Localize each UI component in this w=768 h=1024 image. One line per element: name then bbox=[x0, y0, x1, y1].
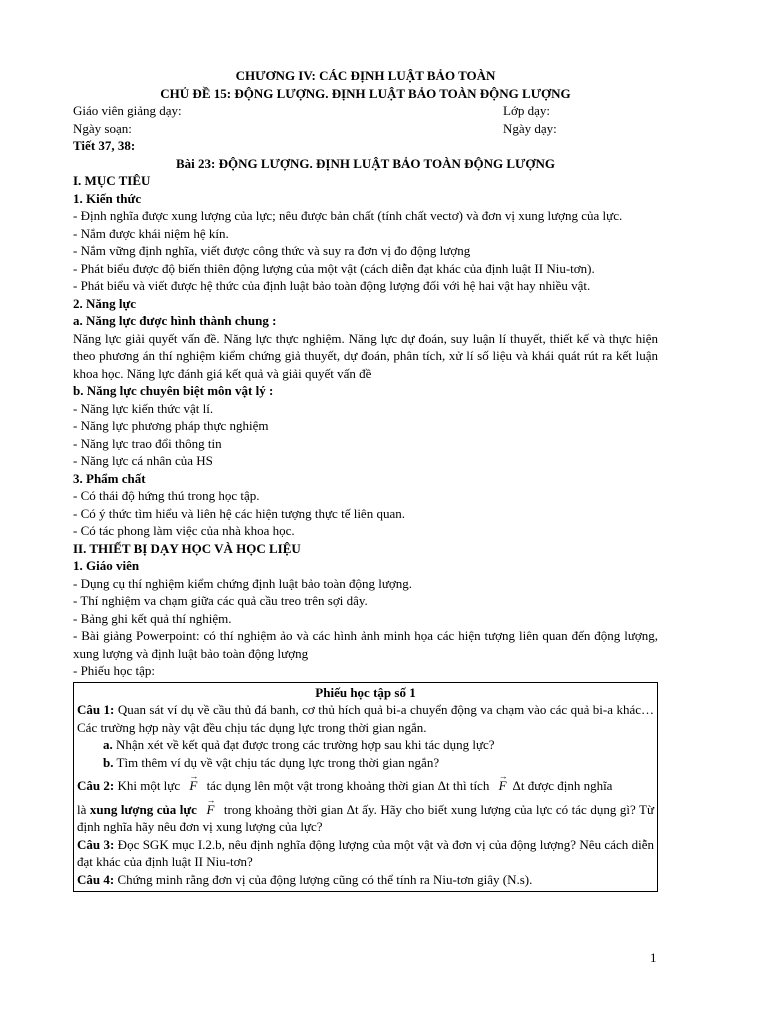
question-label: Câu 2: bbox=[77, 778, 115, 793]
question-2-line-2 bbox=[77, 801, 654, 836]
question-1b bbox=[77, 754, 654, 772]
equipment-item: - Bài giảng Powerpoint: có thí nghiệm ảo và các hình ảnh minh họa các hiện tượng liên quan đến động lượng, xung lượng và định luật bảo toàn động lượng bbox=[73, 628, 658, 661]
section-equipment-heading: II. THIẾT BỊ DẠY HỌC VÀ HỌC LIỆU bbox=[73, 540, 301, 556]
quality-item: - Có ý thức tìm hiểu và liên hệ các hiện tượng thực tế liên quan. bbox=[73, 505, 405, 521]
equipment-item: - Dụng cụ thí nghiệm kiểm chứng định luật bảo toàn động lượng. bbox=[73, 575, 413, 591]
sub-label: a. bbox=[103, 737, 113, 752]
teacher-label: Giáo viên giảng dạy: bbox=[73, 103, 182, 118]
force-vector-symbol: → F bbox=[183, 777, 203, 795]
force-vector-symbol: → F bbox=[200, 801, 220, 819]
question-text: Đọc SGK mục I.2.b, nêu định nghĩa động lượng của một vật và đơn vị của động lượng? Nêu cách diễn đạt khác của định luật II Niu-tơn? bbox=[77, 836, 654, 869]
worksheet-title: Phiếu học tập số 1 bbox=[315, 684, 416, 700]
knowledge-item: - Phát biểu được độ biến thiên động lượng của một vật (cách diễn đạt khác của định luật II Niu-tơn). bbox=[73, 260, 595, 276]
lesson-title: Bài 23: ĐỘNG LƯỢNG. ĐỊNH LUẬT BẢO TOÀN ĐỘNG LƯỢNG bbox=[176, 155, 555, 171]
special-ability-item: - Năng lực phương pháp thực nghiệm bbox=[73, 418, 269, 433]
teach-date-label: Ngày dạy: bbox=[503, 120, 557, 136]
date-row bbox=[73, 120, 658, 138]
question-1a bbox=[77, 736, 654, 754]
page-number: 1 bbox=[650, 950, 657, 965]
question-text: Quan sát ví dụ về cầu thủ đá banh, cơ thủ hích quả bi-a chuyển động va chạm vào các quả bi-a khác…Các trường hợp này vật đều chịu tác dụng lực trong thời gian ngắn. bbox=[77, 702, 654, 735]
question-label: Câu 1: bbox=[77, 702, 115, 717]
section-objectives-heading: I. MỤC TIÊU bbox=[73, 173, 151, 188]
topic-title: CHỦ ĐỀ 15: ĐỘNG LƯỢNG. ĐỊNH LUẬT BẢO TOÀN ĐỘNG LƯỢNG bbox=[160, 85, 571, 101]
question-text: trong khoảng thời gian Δt ấy. Hãy cho biết xung lượng của lực có tác dụng gì? Từ định nghĩa hãy nêu đơn vị xung lượng của lực? bbox=[77, 801, 654, 834]
sub-text: Tìm thêm ví dụ về vật chịu tác dụng lực trong thời gian ngắn? bbox=[113, 754, 440, 770]
equipment-item: - Phiếu học tập: bbox=[73, 663, 155, 678]
sub-text: Nhận xét về kết quả đạt được trong các trường hợp sau khi tác dụng lực? bbox=[112, 737, 495, 752]
special-ability-item: - Năng lực kiến thức vật lí. bbox=[73, 400, 214, 416]
question-text: là bbox=[77, 801, 90, 817]
class-label: Lớp dạy: bbox=[503, 103, 550, 118]
question-text: Δt được định nghĩa bbox=[512, 778, 613, 793]
general-ability-text: Năng lực giải quyết vấn đề. Năng lực thực nghiệm. Năng lực dự đoán, suy luận lí thuyết, thiết kế và thực hiện theo phương án thí nghiệm kiểm chứng giả thuyết, dự đoán, phân tích, xử lí số liệu và khái quát rút ra kết luận khoa học. Năng lực đánh giá kết quả và giải quyết vấn đề bbox=[73, 330, 658, 381]
question-text: Chứng minh rằng đơn vị của động lượng cũng có thể tính ra Niu-tơn giây (N.s). bbox=[114, 871, 533, 887]
question-text: tác dụng lên một vật trong khoảng thời gian Δt thì tích bbox=[203, 778, 493, 793]
question-2-line-1 bbox=[77, 777, 654, 795]
worksheet-box bbox=[73, 682, 658, 893]
general-ability-heading: a. Năng lực được hình thành chung : bbox=[73, 313, 277, 328]
sub-label: b. bbox=[103, 754, 114, 770]
quality-item: - Có thái độ hứng thú trong học tập. bbox=[73, 488, 260, 503]
chapter-title: CHƯƠNG IV: CÁC ĐỊNH LUẬT BẢO TOÀN bbox=[235, 68, 496, 83]
question-label: Câu 3: bbox=[77, 836, 115, 852]
quality-heading: 3. Phẩm chất bbox=[73, 470, 146, 486]
equipment-item: - Thí nghiệm va chạm giữa các quả cầu treo trên sợi dây. bbox=[73, 593, 368, 608]
teacher-equipment-heading: 1. Giáo viên bbox=[73, 558, 140, 573]
question-4 bbox=[77, 871, 654, 889]
knowledge-item: - Nắm được khái niệm hệ kín. bbox=[73, 225, 229, 241]
special-ability-item: - Năng lực cá nhân của HS bbox=[73, 453, 213, 468]
question-text: Khi một lực bbox=[114, 778, 184, 793]
knowledge-heading: 1. Kiến thức bbox=[73, 190, 142, 206]
force-vector-symbol: → F bbox=[493, 777, 513, 795]
question-1 bbox=[77, 701, 654, 736]
document-page bbox=[73, 67, 658, 892]
prep-date-label: Ngày soạn: bbox=[73, 120, 132, 136]
knowledge-item: - Định nghĩa được xung lượng của lực; nêu được bản chất (tính chất vectơ) và đơn vị xung lượng của lực. bbox=[73, 208, 623, 223]
knowledge-item: - Nắm vững định nghĩa, viết được công thức và suy ra đơn vị đo động lượng bbox=[73, 243, 471, 258]
equipment-item: - Bảng ghi kết quả thí nghiệm. bbox=[73, 610, 232, 626]
teacher-row bbox=[73, 102, 658, 120]
special-ability-item: - Năng lực trao đổi thông tin bbox=[73, 435, 222, 451]
periods-label: Tiết 37, 38: bbox=[73, 138, 136, 153]
special-ability-heading: b. Năng lực chuyên biệt môn vật lý : bbox=[73, 383, 274, 398]
knowledge-item: - Phát biểu và viết được hệ thức của định luật bảo toàn động lượng đối với hệ hai vật hay nhiều vật. bbox=[73, 278, 591, 293]
question-label: Câu 4: bbox=[77, 871, 115, 887]
question-3 bbox=[77, 836, 654, 871]
ability-heading: 2. Năng lực bbox=[73, 295, 137, 311]
impulse-term: xung lượng của lực bbox=[89, 801, 197, 817]
quality-item: - Có tác phong làm việc của nhà khoa học. bbox=[73, 523, 295, 538]
